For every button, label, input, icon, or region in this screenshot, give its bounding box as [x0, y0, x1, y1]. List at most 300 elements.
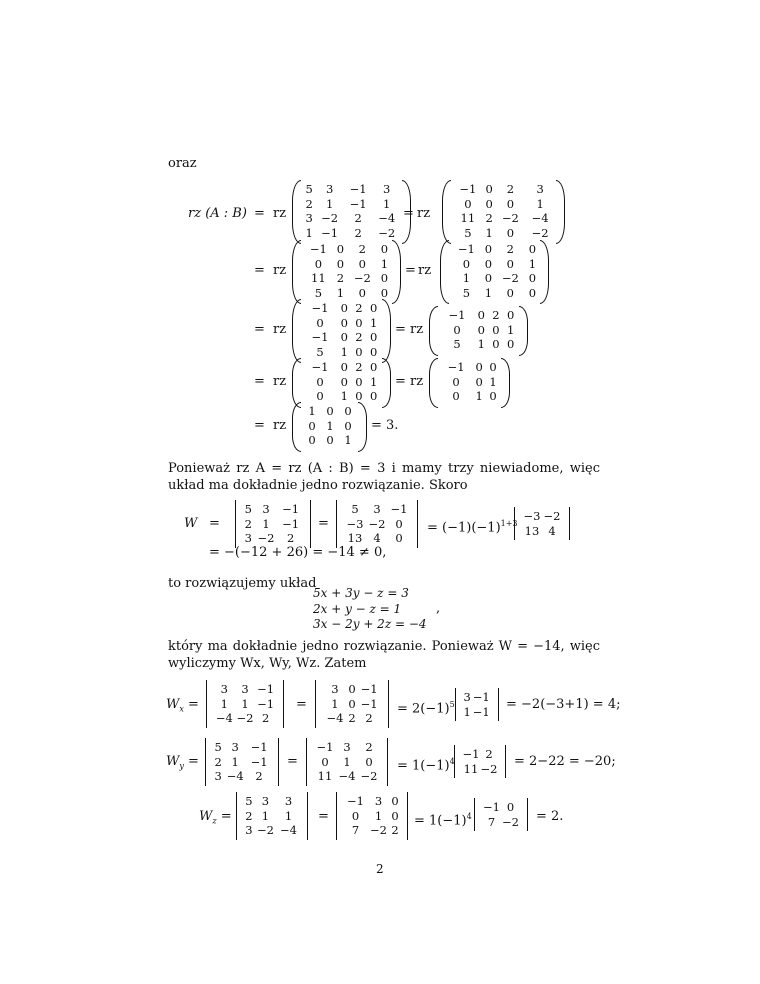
matrix-cell: −4 — [338, 769, 356, 783]
matrix-cell: 0 — [308, 433, 316, 447]
matrix-table — [463, 690, 491, 719]
matrix-cell: 0 — [506, 225, 515, 240]
matrix-cell: −2 — [501, 211, 519, 225]
matrix-cell: 1 — [231, 754, 239, 769]
matrix-cell: −2 — [370, 823, 387, 837]
w-line2: = −(−12 + 26) = −14 ≠ 0, — [209, 545, 387, 560]
matrix-cell: 0 — [358, 285, 366, 300]
matrix-cell: 2 — [214, 754, 222, 769]
matrix-cell: 0 — [340, 330, 348, 344]
matrix-cell: 7 — [487, 814, 496, 829]
matrix-cell: 0 — [344, 418, 352, 433]
matrix — [440, 240, 550, 302]
matrix-table — [453, 182, 555, 240]
matrix-cell: −2 — [321, 211, 339, 225]
matrix-cell: 5 — [305, 182, 313, 196]
matrix-cell: 1 — [484, 285, 493, 300]
matrix-cell: −1 — [448, 308, 466, 322]
matrix-cell: 0 — [369, 360, 378, 374]
matrix-cell: 3 — [241, 682, 249, 696]
matrix-cell: 2 — [355, 360, 363, 374]
matrix-cell: 1 — [308, 404, 316, 418]
eq-sign: = — [395, 322, 406, 337]
matrix — [292, 402, 368, 450]
matrix-cell: 0 — [348, 682, 356, 696]
determinant — [333, 792, 411, 840]
matrix-cell: 2 — [354, 225, 362, 240]
matrix-cell: 0 — [369, 301, 378, 315]
matrix-cell: 7 — [351, 823, 360, 837]
determinant — [452, 688, 502, 721]
matrix-cell: 11 — [460, 211, 476, 225]
right-bar — [387, 738, 388, 786]
matrix-cell: −1 — [282, 502, 300, 516]
left-parenthesis — [440, 240, 449, 304]
determinant — [511, 507, 573, 540]
matrix-cell: 0 — [308, 418, 316, 433]
matrix-cell: 1 — [344, 433, 352, 447]
matrix-cell: 0 — [380, 242, 389, 256]
right-bar — [417, 500, 418, 548]
matrix-cell: 0 — [452, 374, 460, 389]
matrix-cell: 3 — [261, 794, 270, 808]
right-parenthesis — [358, 402, 367, 452]
matrix-cell: 1 — [528, 256, 537, 271]
matrix-cell: −2 — [543, 509, 561, 523]
matrix-cell: 5 — [462, 285, 471, 300]
matrix-cell: 2 — [485, 747, 493, 761]
matrix-cell: −2 — [501, 271, 519, 285]
matrix-cell: −2 — [236, 711, 254, 725]
left-bar — [455, 688, 456, 721]
matrix-cell: 1 — [536, 196, 544, 211]
coefficient: = $(-1)(-1)^{1+3}$ — [427, 519, 518, 536]
left-bar — [474, 798, 475, 831]
matrix-table — [214, 682, 276, 726]
left-bar — [514, 507, 515, 540]
matrix-cell: 3 — [331, 682, 339, 696]
matrix-cell: 0 — [484, 242, 493, 256]
matrix-cell: 5 — [464, 225, 472, 240]
matrix-cell: 0 — [391, 794, 399, 808]
matrix-cell: 0 — [344, 404, 352, 418]
matrix-cell: 1 — [336, 285, 345, 300]
system-comma: , — [436, 601, 441, 616]
matrix-cell: 0 — [395, 516, 403, 531]
matrix-cell: 13 — [347, 531, 363, 545]
rank-result: = 3. — [371, 418, 399, 433]
matrix-cell: 11 — [317, 769, 333, 783]
matrix-table — [303, 404, 357, 448]
coefficient: = $2(-1)^5$ — [397, 700, 455, 717]
matrix-cell: 0 — [355, 344, 363, 359]
matrix-cell: 0 — [453, 322, 461, 337]
equation: 2x + y − z = 1 — [313, 601, 402, 616]
eq-sign: = — [318, 809, 329, 824]
paragraph: Ponieważ rz A = rz (A : B) = 3 i mamy trzy niewiadome, więc układ ma dokładnie jedno rozwiązanie. Skoro — [168, 461, 600, 493]
matrix-cell: 1 — [326, 418, 334, 433]
matrix-cell: 0 — [355, 389, 363, 403]
right-bar — [407, 792, 408, 840]
matrix-table — [344, 502, 410, 546]
matrix-cell: 5 — [314, 285, 323, 300]
right-bar — [310, 500, 311, 548]
left-parenthesis — [429, 358, 438, 408]
matrix-cell: 2 — [354, 211, 362, 225]
matrix-cell: −1 — [250, 754, 268, 769]
matrix-table — [303, 360, 381, 404]
matrix-cell: 0 — [355, 315, 363, 330]
equation-system — [313, 586, 427, 633]
eq-sign: = — [403, 206, 414, 221]
matrix-cell: 1 — [489, 374, 497, 389]
matrix-cell: 0 — [506, 256, 514, 271]
matrix — [292, 240, 402, 302]
matrix-cell: 0 — [462, 256, 471, 271]
matrix-cell: −1 — [311, 360, 329, 374]
matrix-cell: 2 — [244, 516, 252, 531]
matrix-cell: −2 — [531, 225, 549, 240]
matrix — [429, 306, 529, 354]
matrix-cell: 0 — [340, 301, 348, 315]
right-parenthesis — [382, 299, 391, 363]
left-parenthesis — [292, 358, 301, 408]
left-parenthesis — [442, 180, 451, 244]
matrix-cell: 0 — [395, 531, 403, 545]
matrix-cell: −1 — [309, 242, 327, 256]
matrix-cell: 3 — [305, 211, 313, 225]
eq-sign: = — [405, 263, 416, 278]
matrix-cell: 1 — [220, 696, 228, 711]
matrix-cell: 0 — [492, 337, 500, 351]
right-parenthesis — [392, 240, 401, 304]
matrix-table — [440, 308, 518, 352]
matrix-cell: 0 — [506, 196, 515, 211]
matrix-cell: 11 — [463, 761, 479, 776]
matrix-cell: 5 — [244, 502, 252, 516]
matrix-cell: 0 — [485, 182, 493, 196]
rz-label: rz — [273, 418, 287, 433]
determinant — [333, 500, 421, 548]
matrix-cell: −3 — [346, 516, 364, 531]
eq-sign: = — [254, 206, 265, 221]
right-parenthesis — [382, 358, 391, 408]
matrix-cell: 1 — [340, 389, 348, 403]
matrix-cell: 0 — [475, 374, 483, 389]
left-bar — [336, 500, 337, 548]
matrix-cell: 0 — [452, 389, 460, 403]
matrix-cell: −1 — [316, 740, 334, 754]
matrix-cell: 2 — [492, 308, 500, 322]
matrix-cell: 0 — [484, 271, 493, 285]
wy-label: $W_y$ = — [166, 754, 199, 771]
coefficient: = $1(-1)^4$ — [397, 757, 455, 774]
matrix-table — [213, 740, 271, 784]
determinant — [471, 798, 531, 831]
matrix-cell: 1 — [343, 754, 351, 769]
left-bar — [336, 792, 337, 840]
matrix-cell: 2 — [245, 808, 253, 823]
right-bar — [498, 688, 499, 721]
wz-label: $W_z$ = — [199, 809, 232, 826]
matrix-cell: 0 — [321, 754, 329, 769]
rz-label: rz — [273, 374, 287, 389]
matrix-table — [440, 360, 500, 404]
wz-result: = 2. — [536, 809, 564, 824]
matrix-cell: −2 — [360, 769, 378, 783]
matrix-cell: 1 — [463, 704, 471, 719]
rz-label: rz — [410, 322, 424, 337]
matrix-cell: −1 — [349, 196, 367, 211]
right-parenthesis — [556, 180, 565, 244]
matrix — [292, 299, 392, 361]
matrix-table — [244, 794, 300, 838]
matrix-cell: 3 — [220, 682, 228, 696]
matrix-cell: 2 — [391, 823, 399, 837]
matrix-cell: 0 — [336, 242, 345, 256]
matrix-cell: 2 — [365, 740, 373, 754]
right-bar — [307, 792, 308, 840]
matrix-cell: 0 — [475, 360, 483, 374]
matrix-cell: 0 — [369, 330, 378, 344]
coefficient: = $1(-1)^4$ — [414, 812, 472, 829]
matrix — [442, 180, 566, 242]
matrix — [292, 358, 392, 406]
matrix-cell: 0 — [369, 344, 378, 359]
right-parenthesis — [501, 358, 510, 408]
matrix-cell: 5 — [214, 740, 222, 754]
matrix-cell: −2 — [353, 271, 371, 285]
matrix-cell: 0 — [326, 433, 334, 447]
left-bar — [235, 500, 236, 548]
matrix-table — [243, 502, 303, 546]
matrix-cell: 0 — [380, 271, 389, 285]
matrix-cell: 0 — [365, 754, 373, 769]
matrix-cell: 1 — [462, 271, 471, 285]
matrix-cell: 0 — [369, 389, 378, 403]
right-bar — [505, 745, 506, 778]
matrix-table — [303, 301, 381, 359]
right-bar — [388, 680, 389, 728]
eq-sign: = — [395, 374, 406, 389]
matrix-cell: 2 — [305, 196, 313, 211]
matrix-cell: 3 — [343, 740, 351, 754]
matrix-cell: 0 — [340, 374, 348, 389]
matrix-cell: −1 — [347, 794, 364, 808]
matrix-cell: 0 — [358, 256, 366, 271]
matrix-cell: 3 — [325, 182, 334, 196]
left-parenthesis — [292, 240, 301, 304]
matrix-cell: −2 — [480, 761, 498, 776]
left-bar — [454, 745, 455, 778]
matrix-cell: 3 — [231, 740, 239, 754]
matrix-cell: 3 — [536, 182, 544, 196]
matrix-cell: 3 — [373, 502, 381, 516]
eq-sign: = — [254, 374, 265, 389]
matrix-cell: 2 — [286, 531, 295, 545]
matrix-cell: 4 — [373, 531, 381, 545]
matrix-cell: 1 — [383, 196, 391, 211]
matrix-cell: 0 — [380, 285, 389, 300]
matrix-cell: 3 — [244, 531, 252, 545]
matrix-cell: 2 — [261, 711, 270, 725]
matrix-cell: 3 — [262, 502, 270, 516]
matrix-cell: −3 — [523, 509, 541, 523]
equation: 3x − 2y + 2z = −4 — [313, 617, 427, 631]
matrix-cell: 0 — [316, 374, 324, 389]
determinant — [233, 792, 311, 840]
matrix-cell: 3 — [284, 794, 293, 808]
matrix-cell: 0 — [316, 389, 324, 403]
matrix-cell: −4 — [226, 769, 244, 783]
matrix-cell: 11 — [311, 271, 326, 285]
rz-label: rz — [418, 263, 432, 278]
matrix-cell: 5 — [453, 337, 461, 351]
matrix-cell: −4 — [378, 211, 396, 225]
rank-lhs: rz (A : B) — [188, 206, 247, 221]
matrix-cell: −1 — [257, 682, 275, 696]
matrix-cell: 0 — [506, 337, 515, 351]
matrix-cell: 1 — [331, 696, 339, 711]
matrix-cell: −1 — [349, 182, 367, 196]
matrix-cell: 0 — [391, 808, 399, 823]
matrix-cell: 4 — [548, 523, 556, 538]
eq-sign: = — [209, 516, 220, 531]
matrix-cell: 3 — [245, 823, 253, 837]
w-label: W — [184, 516, 198, 531]
wx-label: $W_x$ = — [166, 697, 199, 714]
right-bar — [569, 507, 570, 540]
determinant — [451, 745, 509, 778]
matrix-cell: 0 — [506, 285, 514, 300]
matrix-cell: −2 — [257, 531, 275, 545]
matrix-cell: 1 — [369, 315, 378, 330]
matrix-cell: 2 — [485, 211, 493, 225]
matrix-cell: 0 — [326, 404, 334, 418]
matrix-table — [323, 682, 381, 726]
matrix-cell: 2 — [348, 711, 356, 725]
matrix-cell: 2 — [355, 301, 363, 315]
matrix-table — [303, 242, 391, 300]
determinant — [202, 738, 282, 786]
matrix-cell: −2 — [378, 225, 396, 240]
matrix-cell: 1 — [380, 256, 389, 271]
eq-sign: = — [254, 418, 265, 433]
matrix-cell: −2 — [502, 814, 519, 829]
matrix-table — [462, 747, 498, 776]
rz-label: rz — [273, 263, 287, 278]
left-parenthesis — [429, 306, 438, 356]
matrix-cell: −4 — [215, 711, 233, 725]
matrix-cell: −2 — [256, 823, 274, 837]
eq-sign: = — [254, 263, 265, 278]
matrix-cell: −1 — [459, 182, 477, 196]
matrix — [429, 358, 511, 406]
matrix-cell: −4 — [326, 711, 344, 725]
matrix-cell: 2 — [255, 769, 263, 783]
matrix-cell: 0 — [528, 285, 537, 300]
matrix-cell: 0 — [477, 308, 485, 322]
matrix-cell: 0 — [528, 242, 537, 256]
matrix — [292, 180, 412, 242]
eq-sign: = — [254, 322, 265, 337]
matrix-cell: 1 — [241, 696, 249, 711]
matrix-cell: 3 — [463, 690, 471, 704]
matrix-cell: 1 — [374, 808, 383, 823]
matrix-cell: −1 — [483, 800, 500, 814]
matrix-cell: 3 — [383, 182, 391, 196]
right-parenthesis — [540, 240, 549, 304]
determinant — [303, 738, 391, 786]
left-parenthesis — [292, 299, 301, 363]
eq-sign: = — [318, 516, 329, 531]
matrix-cell: 0 — [484, 256, 493, 271]
matrix-cell: 2 — [506, 242, 514, 256]
equation: 5x + 3y − z = 3 — [313, 586, 409, 600]
matrix-cell: 5 — [245, 794, 253, 808]
page-number: 2 — [376, 862, 384, 876]
matrix-cell: −4 — [280, 823, 297, 837]
matrix-cell: 1 — [284, 808, 293, 823]
matrix-table — [522, 509, 562, 538]
wx-result: = −2(−3+1) = 4; — [506, 697, 621, 712]
matrix-cell: 1 — [477, 337, 485, 351]
matrix-cell: −1 — [390, 502, 408, 516]
matrix-cell: 3 — [374, 794, 383, 808]
paragraph: który ma dokładnie jedno rozwiązanie. Ponieważ W = −14, więc wyliczymy Wx, Wy, Wz. Zatem — [168, 639, 600, 671]
matrix-cell: 1 — [506, 322, 515, 337]
left-parenthesis — [292, 402, 301, 452]
left-bar — [205, 738, 206, 786]
matrix-cell: 5 — [316, 344, 324, 359]
paragraph: to rozwiązujemy układ — [168, 576, 317, 591]
matrix-cell: 3 — [214, 769, 222, 783]
matrix-cell: 0 — [316, 315, 324, 330]
matrix-table — [451, 242, 539, 300]
matrix-cell: −2 — [368, 516, 386, 531]
matrix-cell: −1 — [472, 704, 490, 719]
matrix-cell: 0 — [340, 360, 348, 374]
matrix-cell: 0 — [355, 374, 363, 389]
left-bar — [236, 792, 237, 840]
left-bar — [306, 738, 307, 786]
rz-label: rz — [273, 322, 287, 337]
matrix-cell: 5 — [351, 502, 359, 516]
wy-result: = 2−22 = −20; — [514, 754, 616, 769]
matrix-cell: 0 — [485, 196, 493, 211]
matrix-cell: 1 — [369, 374, 378, 389]
matrix-cell: 1 — [261, 808, 270, 823]
matrix-cell: 0 — [314, 256, 323, 271]
matrix-cell: −1 — [250, 740, 268, 754]
right-parenthesis — [519, 306, 528, 356]
left-bar — [206, 680, 207, 728]
matrix-cell: 2 — [355, 330, 363, 344]
matrix-cell: 0 — [464, 196, 472, 211]
matrix-cell: 2 — [506, 182, 515, 196]
matrix-cell: −1 — [472, 690, 490, 704]
intro-word: oraz — [168, 156, 197, 171]
matrix-cell: −1 — [321, 225, 339, 240]
matrix-cell: −4 — [531, 211, 549, 225]
rz-label: rz — [417, 206, 431, 221]
matrix-cell: 1 — [340, 344, 348, 359]
determinant — [232, 500, 314, 548]
right-bar — [283, 680, 284, 728]
matrix-cell: −1 — [311, 301, 329, 315]
matrix-cell: 1 — [325, 196, 334, 211]
matrix-cell: 0 — [492, 322, 500, 337]
